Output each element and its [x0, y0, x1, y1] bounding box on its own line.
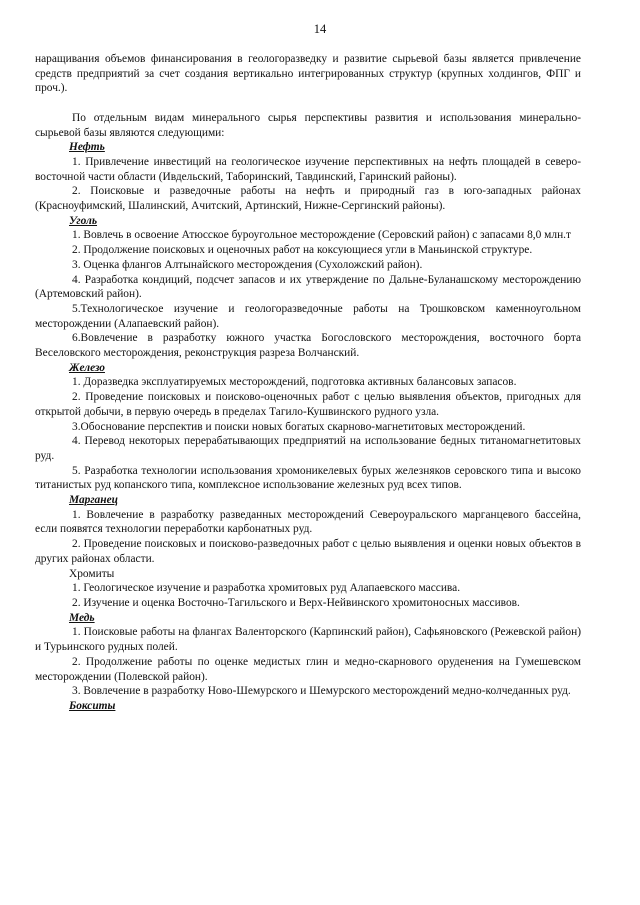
- paragraph: 3.Обоснование перспектив и поиски новых богатых скарново-магнетитовых месторождений.: [72, 420, 526, 433]
- paragraph: 2. Изучение и оценка Восточно-Тагильского и Верх-Нейвинского хромитоносных массивов.: [72, 597, 520, 609]
- paragraph: 5. Разработка технологии использования хромоникелевых бурых железняков серовского типа и высоко титанистых руд копанского типа, комплексное использование железных руд всех типов.: [35, 464, 581, 492]
- section-heading: Нефть: [69, 141, 105, 154]
- paragraph: 3. Вовлечение в разработку Ново-Шемурского и Шемурского месторождений медно-колчеданных руд.: [72, 685, 571, 698]
- paragraph: 4. Разработка кондиций, подсчет запасов и их утверждение по Дальне-Буланашскому месторождению (Артемовский район).: [35, 273, 581, 301]
- paragraph: 1. Привлечение инвестиций на геологическое изучение перспективных на нефть площадей в северо-восточной части области (Ивдельский, Таборинский, Тавдинский, Гаринский районы).: [35, 155, 581, 183]
- section-heading: Уголь: [69, 214, 98, 227]
- paragraph: 6.Вовлечение в разработку южного участка Богословского месторождения, восточного борта Веселовского месторождения, реконструкция разреза Волчанский.: [35, 332, 581, 360]
- paragraph: По отдельным видам минерального сырья перспективы развития и использования минерально-сырьевой базы являются следующими:: [35, 111, 581, 139]
- section-heading: Бокситы: [69, 699, 116, 712]
- section-heading: Железо: [69, 361, 105, 374]
- paragraph: наращивания объемов финансирования в геологоразведку и развитие сырьевой базы является привлечение средств предприятий за счет создания вертикально интегрированных структур (крупных холдингов, ФПГ и проч.).: [35, 53, 581, 95]
- paragraph: 1. Геологическое изучение и разработка хромитовых руд Алапаевского массива.: [72, 582, 461, 595]
- paragraph: 1. Вовлечь в освоение Атюсское буроугольное месторождение (Серовский район) с запасами 8,0 млн.т: [72, 229, 571, 242]
- paragraph: 2. Продолжение работы по оценке медистых глин и медно-скарнового оруденения на Гумешевском месторождении (Полевской район).: [35, 655, 581, 683]
- paragraph: 4. Перевод некоторых перерабатывающих предприятий на использование бедных титаномагнетитовых руд.: [35, 435, 581, 462]
- paragraph: 2. Продолжение поисковых и оценочных работ на коксующиеся угли в Маньинской структуре.: [72, 244, 533, 257]
- document-body: [35, 52, 581, 714]
- paragraph: 3. Оценка флангов Алтынайского месторождения (Сухоложский район).: [72, 258, 423, 271]
- section-heading: Хромиты: [69, 567, 115, 580]
- paragraph: 2. Поисковые и разведочные работы на нефть и природный газ в юго-западных районах (Красноуфимский, Шалинский, Ачитский, Артинский, Нижне-Сергинский районы).: [35, 185, 581, 213]
- paragraph: 2. Проведение поисковых и поисково-разведочных работ с целью выявления и оценки новых объектов в других районах области.: [35, 538, 581, 565]
- section-heading: Медь: [69, 611, 95, 624]
- paragraph: 1. Доразведка эксплуатируемых месторождений, подготовка активных балансовых запасов.: [72, 376, 517, 389]
- paragraph: 1. Поисковые работы на флангах Валенторского (Карпинский район), Сафьяновского (Режевской район) и Турьинского рудных полей.: [35, 626, 581, 654]
- paragraph: 1. Вовлечение в разработку разведанных месторождений Североуральского марганцевого бассейна, если появятся технологии переработки карбонатных руд.: [35, 508, 581, 536]
- paragraph: 2. Проведение поисковых и поисково-оценочных работ с целью выявления объектов, пригодных для открытой добычи, в первую очередь в пределах Тагило-Кушвинского рудного узла.: [35, 391, 581, 418]
- section-heading: Марганец: [69, 494, 118, 507]
- paragraph: 5.Технологическое изучение и геологоразведочные работы на Трошковском каменноугольном месторождении (Алапаевский район).: [35, 302, 581, 330]
- page-number: 14: [313, 22, 327, 36]
